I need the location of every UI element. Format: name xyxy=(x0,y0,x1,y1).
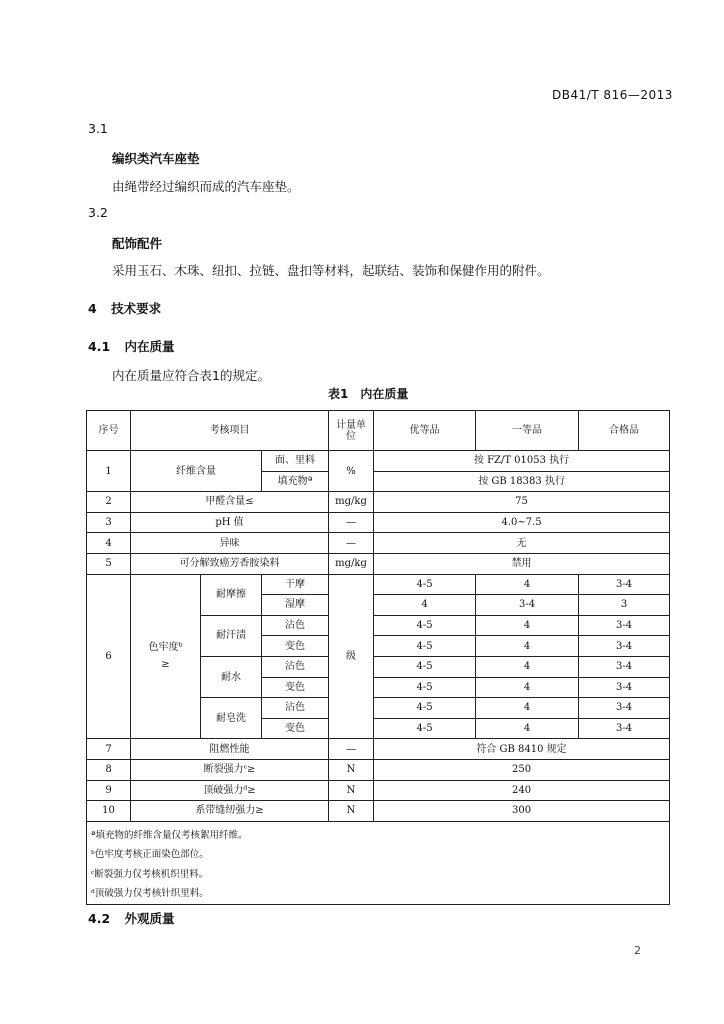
cell-qualified: 3-4 xyxy=(579,574,670,595)
cell-first: 4 xyxy=(476,574,579,595)
cell-subitem: 填充物ª xyxy=(262,471,329,492)
section-4-title: 技术要求 xyxy=(111,301,162,316)
section-4-2-number: 4.2 xyxy=(88,911,111,926)
cell-qualified: 3-4 xyxy=(579,656,670,677)
table-header-row xyxy=(87,411,670,451)
cell-subitem: 沾色 xyxy=(262,656,329,677)
cell-unit: mg/kg xyxy=(329,492,374,513)
cell-value: 按 FZ/T 01053 执行 xyxy=(374,451,670,472)
section-3-2-text: 采用玉石、木珠、纽扣、拉链、盘扣等材料，起联结、装饰和保健作用的附件。 xyxy=(112,263,550,278)
cell-first: 4 xyxy=(476,698,579,719)
cell-seq: 6 xyxy=(87,574,131,739)
header-superior: 优等品 xyxy=(374,411,476,451)
header-item: 考核项目 xyxy=(131,411,329,451)
section-3-2-title: 配饰配件 xyxy=(112,236,163,251)
cell-item: 可分解致癌芳香胺染料 xyxy=(131,553,329,574)
cell-unit: 级 xyxy=(329,574,374,739)
table-note: ᵇ色牢度考核正面染色部位。 xyxy=(91,849,209,861)
cell-superior: 4-5 xyxy=(374,636,476,657)
header-qualified: 合格品 xyxy=(579,411,670,451)
table-row xyxy=(87,739,670,760)
cell-first: 4 xyxy=(476,615,579,636)
cell-value: 300 xyxy=(374,801,670,822)
cell-seq: 3 xyxy=(87,512,131,533)
header-first: 一等品 xyxy=(476,411,579,451)
cell-value: 250 xyxy=(374,759,670,780)
cell-subitem: 沾色 xyxy=(262,615,329,636)
cell-item: 顶破强力ᵈ≥ xyxy=(131,780,329,801)
cell-value: 按 GB 18383 执行 xyxy=(374,471,670,492)
cell-superior: 4 xyxy=(374,595,476,616)
cell-seq: 1 xyxy=(87,451,131,492)
cell-group: 耐汗渍 xyxy=(201,615,262,656)
cell-seq: 8 xyxy=(87,759,131,780)
table-note: ᵈ顶破强力仅考核针织里料。 xyxy=(91,888,209,900)
header-seq: 序号 xyxy=(87,411,131,451)
cell-unit: — xyxy=(329,533,374,554)
cell-qualified: 3-4 xyxy=(579,698,670,719)
cell-seq: 5 xyxy=(87,553,131,574)
section-3-2-number: 3.2 xyxy=(88,205,108,220)
table-row xyxy=(87,492,670,513)
table-note: ª填充物的纤维含量仅考核絮用纤维。 xyxy=(91,829,248,841)
cell-superior: 4-5 xyxy=(374,574,476,595)
cell-value: 4.0~7.5 xyxy=(374,512,670,533)
cell-unit: — xyxy=(329,512,374,533)
document-code: DB41/T 816—2013 xyxy=(552,88,673,102)
section-4-number: 4 xyxy=(88,301,97,316)
cell-first: 4 xyxy=(476,636,579,657)
cell-qualified: 3 xyxy=(579,595,670,616)
cell-superior: 4-5 xyxy=(374,718,476,739)
cell-subitem: 面、里料 xyxy=(262,451,329,472)
cell-seq: 4 xyxy=(87,533,131,554)
cell-superior: 4-5 xyxy=(374,615,476,636)
cell-seq: 10 xyxy=(87,801,131,822)
cell-subitem: 变色 xyxy=(262,718,329,739)
cell-item xyxy=(131,574,201,739)
table-row xyxy=(87,759,670,780)
cell-unit: N xyxy=(329,801,374,822)
cell-item: 纤维含量 xyxy=(131,451,262,492)
cell-seq: 2 xyxy=(87,492,131,513)
cell-subitem: 干摩 xyxy=(262,574,329,595)
cell-first: 3-4 xyxy=(476,595,579,616)
table-row xyxy=(87,512,670,533)
section-4-2-title: 外观质量 xyxy=(124,911,175,926)
cell-subitem: 湿摩 xyxy=(262,595,329,616)
cell-qualified: 3-4 xyxy=(579,677,670,698)
cell-superior: 4-5 xyxy=(374,656,476,677)
cell-superior: 4-5 xyxy=(374,677,476,698)
cell-subitem: 变色 xyxy=(262,677,329,698)
cell-item: 断裂强力ᶜ≥ xyxy=(131,759,329,780)
table-row xyxy=(87,553,670,574)
section-3-1-text: 由绳带经过编织而成的汽车座垫。 xyxy=(112,179,300,194)
cell-value: 无 xyxy=(374,533,670,554)
cell-value: 禁用 xyxy=(374,553,670,574)
table-caption: 表1 内在质量 xyxy=(328,387,409,401)
header-unit: 计量单位 xyxy=(329,411,374,451)
page-number: 2 xyxy=(634,944,641,957)
cell-subitem: 沾色 xyxy=(262,698,329,719)
cell-unit: mg/kg xyxy=(329,553,374,574)
table-row xyxy=(87,533,670,554)
cell-first: 4 xyxy=(476,656,579,677)
cell-unit: % xyxy=(329,451,374,492)
table-row xyxy=(87,451,670,472)
cell-unit: N xyxy=(329,759,374,780)
cell-first: 4 xyxy=(476,677,579,698)
cell-superior: 4-5 xyxy=(374,698,476,719)
table-row xyxy=(87,801,670,822)
cell-item-label: 色牢度ᵇ xyxy=(148,642,183,654)
cell-item-symbol: ≥ xyxy=(161,659,170,671)
cell-qualified: 3-4 xyxy=(579,615,670,636)
cell-value: 符合 GB 8410 规定 xyxy=(374,739,670,760)
cell-value: 240 xyxy=(374,780,670,801)
cell-item: 异味 xyxy=(131,533,329,554)
cell-qualified: 3-4 xyxy=(579,636,670,657)
cell-unit: — xyxy=(329,739,374,760)
section-4-1-title: 内在质量 xyxy=(124,339,175,354)
table-notes-row xyxy=(87,821,670,904)
table-row xyxy=(87,780,670,801)
cell-first: 4 xyxy=(476,718,579,739)
cell-group: 耐水 xyxy=(201,656,262,697)
section-4-1-number: 4.1 xyxy=(88,339,111,354)
cell-item: 阻燃性能 xyxy=(131,739,329,760)
cell-subitem: 变色 xyxy=(262,636,329,657)
cell-item: 甲醛含量≤ xyxy=(131,492,329,513)
table-note: ᶜ断裂强力仅考核机织里料。 xyxy=(91,868,209,880)
cell-seq: 9 xyxy=(87,780,131,801)
section-3-1-title: 编织类汽车座垫 xyxy=(112,151,200,166)
cell-group: 耐皂洗 xyxy=(201,698,262,739)
table-notes xyxy=(87,821,670,904)
table-row xyxy=(87,574,670,595)
cell-seq: 7 xyxy=(87,739,131,760)
cell-qualified: 3-4 xyxy=(579,718,670,739)
section-4-1-text: 内在质量应符合表1的规定。 xyxy=(112,368,270,383)
cell-item: 系带缝纫强力≥ xyxy=(131,801,329,822)
cell-unit: N xyxy=(329,780,374,801)
cell-value: 75 xyxy=(374,492,670,513)
cell-group: 耐摩擦 xyxy=(201,574,262,615)
quality-table xyxy=(86,410,670,905)
section-3-1-number: 3.1 xyxy=(88,121,108,136)
cell-item: pH 值 xyxy=(131,512,329,533)
